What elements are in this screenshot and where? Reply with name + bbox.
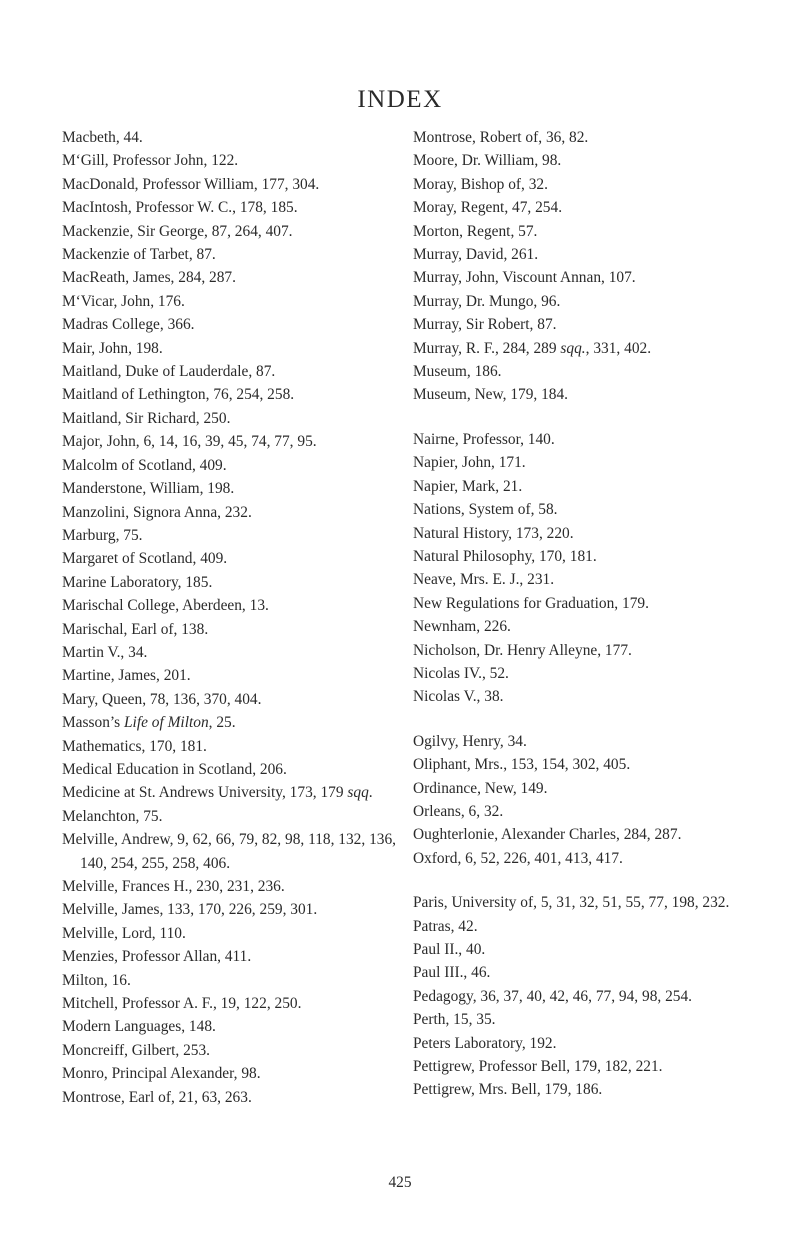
index-entry	[413, 475, 763, 498]
index-entry	[413, 360, 763, 383]
index-entry-text: MacIntosh, Professor W. C., 178, 185.	[62, 199, 298, 217]
index-entry-text: Napier, John, 171.	[413, 454, 526, 472]
index-entry	[413, 290, 763, 313]
index-entry	[62, 290, 407, 313]
index-entry	[62, 196, 407, 219]
index-entry-suffix: , 331, 402.	[585, 339, 652, 357]
index-entry	[62, 547, 407, 570]
index-entry	[413, 662, 763, 685]
page-number: 425	[388, 1174, 412, 1191]
index-entry-text: Mackenzie, Sir George, 87, 264, 407.	[62, 222, 293, 240]
index-entry-text: Oughterlonie, Alexander Charles, 284, 287.	[413, 826, 682, 844]
index-entry-text: Marburg, 75.	[62, 526, 143, 544]
page-title: INDEX	[357, 86, 443, 113]
index-entry-text: Moray, Bishop of, 32.	[413, 175, 548, 193]
index-entry	[62, 149, 407, 172]
index-entry-text: Moray, Regent, 47, 254.	[413, 199, 563, 217]
index-entry	[62, 618, 407, 641]
index-entry	[62, 992, 407, 1015]
index-entry-text: Paul II., 40.	[413, 941, 486, 958]
index-entry-text: Perth, 15, 35.	[413, 1011, 496, 1029]
index-entry	[62, 828, 407, 875]
index-entry	[62, 781, 407, 804]
index-entry	[62, 594, 407, 617]
index-entry-text: Museum, 186.	[413, 363, 502, 381]
index-entry	[413, 823, 763, 846]
index-entry-text: Nicolas V., 38.	[413, 688, 504, 706]
index-entry-text: Neave, Mrs. E. J., 231.	[413, 571, 555, 589]
index-entry	[62, 711, 407, 734]
index-entry	[62, 735, 407, 758]
index-entry-text: Major, John, 6, 14, 16, 39, 45, 74, 77, 95.	[62, 433, 317, 451]
index-entry-text: Ogilvy, Henry, 34.	[413, 732, 527, 750]
index-entry	[62, 875, 407, 898]
index-entry	[413, 545, 763, 568]
index-entry-text: Milton, 16.	[62, 971, 131, 989]
index-entry	[413, 220, 763, 243]
index-entry	[413, 337, 763, 360]
index-entry-italic: sqq.	[560, 339, 586, 357]
index-entry-text: Marischal, Earl of, 138.	[62, 620, 209, 638]
index-entry	[413, 522, 763, 545]
index-entry	[62, 758, 407, 781]
index-entry-text: Moncreiff, Gilbert, 253.	[62, 1041, 211, 1059]
index-entry-text: Medical Education in Scotland, 206.	[62, 760, 287, 778]
index-entry	[62, 220, 407, 243]
index-entry-suffix: .	[368, 784, 373, 802]
index-entry-text: Mitchell, Professor A. F., 19, 122, 250.	[62, 995, 302, 1013]
index-entry	[413, 985, 763, 1008]
index-entry	[413, 243, 763, 266]
index-entry-text: Newnham, 226.	[413, 618, 511, 636]
index-column-left	[62, 126, 407, 1109]
index-entry-text: Pettigrew, Mrs. Bell, 179, 186.	[413, 1081, 603, 1099]
index-entry	[413, 498, 763, 521]
index-entry	[413, 639, 763, 662]
index-entry-text: Natural History, 173, 220.	[413, 524, 574, 542]
index-entry	[62, 945, 407, 968]
index-entry	[62, 1015, 407, 1038]
index-entry-text: Murray, John, Viscount Annan, 107.	[413, 269, 636, 287]
index-entry-text: Menzies, Professor Allan, 411.	[62, 948, 252, 966]
index-entry-text: New Regulations for Graduation, 179.	[413, 594, 649, 612]
index-entry	[62, 313, 407, 336]
index-entry	[62, 337, 407, 360]
index-entry-text: Peters Laboratory, 192.	[413, 1034, 557, 1052]
index-entry	[413, 173, 763, 196]
index-entry	[62, 524, 407, 547]
index-entry-text: Madras College, 366.	[62, 316, 195, 334]
index-entry-text: Maitland, Sir Richard, 250.	[62, 409, 231, 427]
index-entry	[413, 1078, 763, 1101]
index-entry-text: M‘Vicar, John, 176.	[62, 292, 185, 310]
index-entry	[413, 313, 763, 336]
index-entry	[62, 688, 407, 711]
index-entry	[413, 1055, 763, 1078]
index-entry	[62, 430, 407, 453]
index-entry	[413, 961, 763, 984]
index-entry-text: Patras, 42.	[413, 917, 478, 935]
index-entry-text: Murray, Sir Robert, 87.	[413, 316, 557, 334]
index-entry	[413, 615, 763, 638]
index-entry	[413, 126, 763, 149]
index-entry	[62, 664, 407, 687]
index-entry	[413, 196, 763, 219]
index-entry	[62, 1086, 407, 1109]
index-entry-suffix: , 25.	[208, 714, 236, 732]
index-entry	[62, 383, 407, 406]
index-entry-text: Martine, James, 201.	[62, 667, 191, 685]
index-entry	[413, 592, 763, 615]
index-entry-text: Manzolini, Signora Anna, 232.	[62, 503, 252, 521]
index-entry-italic: Life of Milton	[124, 714, 209, 732]
index-entry	[413, 451, 763, 474]
index-entry-text: MacReath, James, 284, 287.	[62, 269, 236, 287]
index-entry-text: Murray, David, 261.	[413, 246, 539, 264]
index-entry-text: Melville, Andrew, 9, 62, 66, 79, 82, 98, 118, 132, 136, 140, 254, 255, 258, 406.	[62, 831, 397, 872]
index-entry	[413, 730, 763, 753]
index-entry-text: Natural Philosophy, 170, 181.	[413, 547, 597, 565]
index-entry-text: Medicine at St. Andrews University, 173, 179	[62, 784, 348, 802]
index-entry-text: Masson’s	[62, 714, 124, 732]
index-entry	[413, 428, 763, 451]
index-entry	[62, 477, 407, 500]
index-entry-text: Melville, Frances H., 230, 231, 236.	[62, 878, 285, 895]
index-entry-text: Modern Languages, 148.	[62, 1018, 216, 1036]
index-entry	[62, 501, 407, 524]
index-entry-text: Melville, James, 133, 170, 226, 259, 301.	[62, 901, 318, 919]
index-entry	[62, 571, 407, 594]
index-entry-text: Orleans, 6, 32.	[413, 802, 504, 820]
index-entry-text: Manderstone, William, 198.	[62, 480, 235, 498]
index-entry-text: Melanchton, 75.	[62, 807, 163, 825]
index-entry	[62, 1062, 407, 1085]
index-entry	[62, 126, 407, 149]
index-entry	[413, 1032, 763, 1055]
index-entry-text: Pettigrew, Professor Bell, 179, 182, 221.	[413, 1058, 663, 1076]
index-entry	[413, 266, 763, 289]
index-entry-text: Murray, R. F., 284, 289	[413, 339, 561, 357]
index-entry	[413, 938, 763, 961]
index-entry-text: Nations, System of, 58.	[413, 501, 558, 519]
index-entry	[413, 685, 763, 708]
index-entry-text: Nicholson, Dr. Henry Alleyne, 177.	[413, 641, 632, 659]
index-entry-text: Monro, Principal Alexander, 98.	[62, 1065, 261, 1083]
index-entry-italic: sqq	[347, 784, 369, 802]
index-entry	[413, 891, 763, 914]
index-entry-text: Malcolm of Scotland, 409.	[62, 456, 227, 474]
index-entry	[413, 753, 763, 776]
index-entry-text: Mair, John, 198.	[62, 339, 163, 357]
index-entry	[62, 173, 407, 196]
index-entry	[413, 149, 763, 172]
index-entry-text: Margaret of Scotland, 409.	[62, 550, 228, 568]
index-entry-text: Oliphant, Mrs., 153, 154, 302, 405.	[413, 756, 631, 774]
index-entry	[62, 243, 407, 266]
index-entry	[62, 922, 407, 945]
index-entry-text: Macbeth, 44.	[62, 129, 143, 146]
index-entry-text: Maitland of Lethington, 76, 254, 258.	[62, 386, 295, 404]
index-entry-text: Montrose, Earl of, 21, 63, 263.	[62, 1088, 252, 1106]
index-entry	[62, 969, 407, 992]
index-entry	[62, 898, 407, 921]
index-entry	[62, 360, 407, 383]
index-entry	[62, 1039, 407, 1062]
index-entry	[62, 454, 407, 477]
index-column-right	[413, 126, 763, 1102]
index-entry	[413, 777, 763, 800]
index-entry-text: Moore, Dr. William, 98.	[413, 152, 562, 170]
index-entry	[62, 805, 407, 828]
index-entry-text: MacDonald, Professor William, 177, 304.	[62, 175, 320, 193]
index-entry	[413, 915, 763, 938]
index-entry	[413, 383, 763, 406]
index-entry-text: Morton, Regent, 57.	[413, 222, 538, 240]
index-entry	[62, 641, 407, 664]
index-entry-text: Museum, New, 179, 184.	[413, 386, 569, 404]
index-entry-text: Nairne, Professor, 140.	[413, 430, 555, 448]
index-entry-text: Mathematics, 170, 181.	[62, 737, 207, 755]
index-entry-text: Pedagogy, 36, 37, 40, 42, 46, 77, 94, 98, 254.	[413, 987, 693, 1005]
index-entry-text: Mackenzie of Tarbet, 87.	[62, 246, 216, 264]
index-entry-text: Maitland, Duke of Lauderdale, 87.	[62, 363, 276, 381]
index-entry-text: Paris, University of, 5, 31, 32, 51, 55, 77, 198, 232.	[413, 894, 730, 912]
index-entry-text: M‘Gill, Professor John, 122.	[62, 152, 239, 170]
index-entry-text: Ordinance, New, 149.	[413, 779, 548, 797]
index-entry-text: Marischal College, Aberdeen, 13.	[62, 597, 269, 615]
index-entry-text: Napier, Mark, 21.	[413, 477, 523, 495]
index-entry	[413, 800, 763, 823]
index-entry-text: Martin V., 34.	[62, 643, 148, 661]
index-entry-text: Nicolas IV., 52.	[413, 664, 509, 682]
index-entry-text: Murray, Dr. Mungo, 96.	[413, 292, 561, 310]
index-entry	[413, 568, 763, 591]
index-entry-text: Paul III., 46.	[413, 964, 491, 982]
index-entry	[413, 847, 763, 870]
index-entry	[62, 407, 407, 430]
index-entry	[413, 1008, 763, 1031]
index-entry-text: Mary, Queen, 78, 136, 370, 404.	[62, 690, 262, 708]
index-entry-text: Oxford, 6, 52, 226, 401, 413, 417.	[413, 849, 623, 867]
index-entry	[62, 266, 407, 289]
index-entry-text: Melville, Lord, 110.	[62, 924, 186, 942]
index-entry-text: Montrose, Robert of, 36, 82.	[413, 129, 589, 146]
index-entry-text: Marine Laboratory, 185.	[62, 573, 213, 591]
